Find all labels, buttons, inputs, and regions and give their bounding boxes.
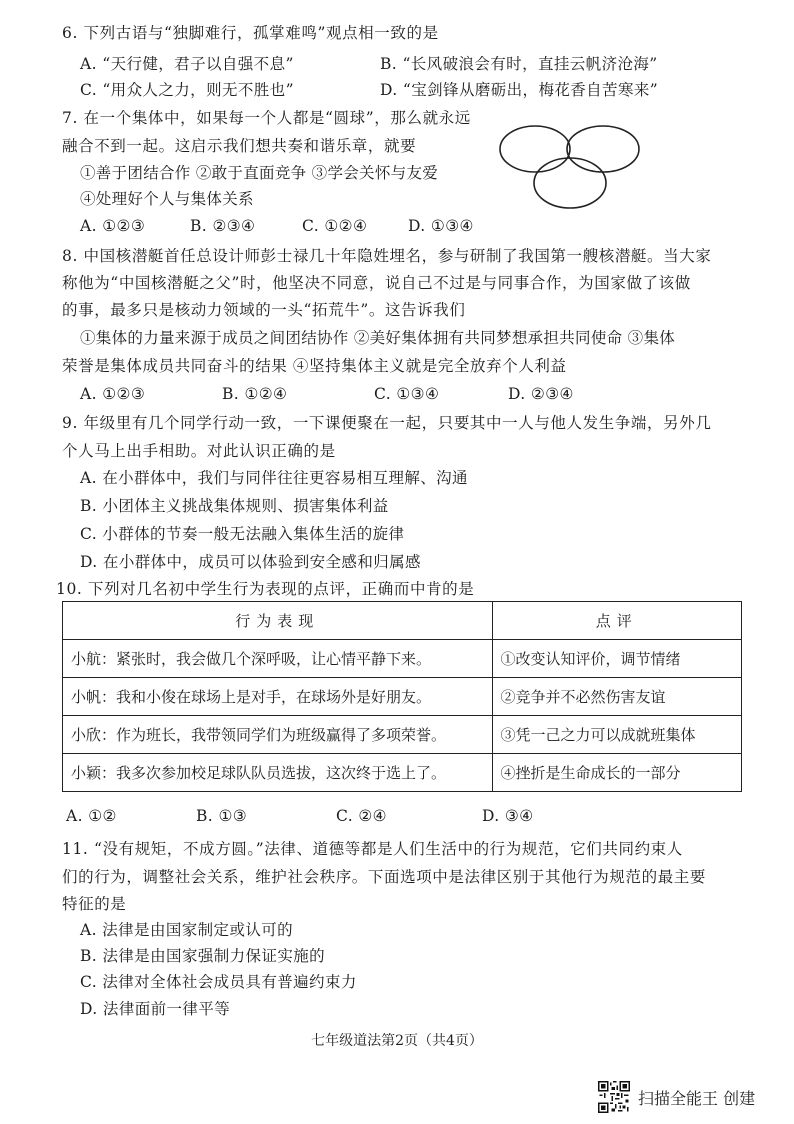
- table-cell-comment: ②竞争并不必然伤害友谊: [492, 678, 742, 716]
- table-row: [63, 754, 742, 792]
- question-7-stem-line-2: 融合不到一起。这启示我们想共奏和谐乐章，就要: [62, 137, 417, 155]
- question-6-option-d: D. “宝剑锋从磨砺出，梅花香自苦寒来”: [380, 81, 659, 99]
- question-7-stem-line-1: 7. 在一个集体中，如果每一个人都是“圆球”，那么就永远: [62, 109, 471, 127]
- behavior-evaluation-table: [62, 601, 742, 792]
- question-9-option-c: C. 小群体的节奏一般无法融入集体生活的旋律: [80, 525, 405, 543]
- question-8-stem-line-2: 称他为“中国核潜艇之父”时，他坚决不同意，说自己不过是与同事合作，为国家做了该做: [62, 274, 691, 292]
- question-11-stem-line-2: 们的行为，调整社会关系，维护社会秩序。下面选项中是法律区别于其他行为规范的最主要: [62, 868, 707, 886]
- question-8-stem-line-3: 的事，最多只是核动力领域的一头“拓荒牛”。这告诉我们: [62, 301, 466, 319]
- question-8-option-b: B. ①②④: [222, 385, 288, 403]
- scanner-watermark: [598, 1081, 755, 1113]
- question-7-option-d: D. ①③④: [408, 217, 474, 235]
- question-7-statements-line-2: ④处理好个人与集体关系: [80, 190, 254, 208]
- table-row: [63, 678, 742, 716]
- question-10-option-b: B. ①③: [196, 807, 248, 825]
- table-header-row: [63, 602, 742, 640]
- question-6-option-c: C. “用众人之力，则无不胜也”: [80, 81, 294, 99]
- table-cell-behavior: 小颖：我多次参加校足球队队员选拔，这次终于选上了。: [63, 754, 493, 792]
- question-6-stem: 6. 下列古语与“独脚难行，孤掌难鸣”观点相一致的是: [62, 24, 439, 42]
- qr-code-icon: [598, 1081, 630, 1113]
- question-6-option-a: A. “天行健，君子以自强不息”: [80, 55, 294, 73]
- question-9-option-a: A. 在小群体中，我们与同伴往往更容易相互理解、沟通: [80, 469, 468, 487]
- question-10-option-d: D. ③④: [482, 807, 534, 825]
- watermark-text: 扫描全能王 创建: [638, 1088, 756, 1108]
- circle-bottom: [534, 158, 606, 208]
- question-7-option-b: B. ②③④: [190, 217, 256, 235]
- question-9-option-d: D. 在小群体中，成员可以体验到安全感和归属感: [80, 553, 421, 571]
- question-11-stem-line-3: 特征的是: [62, 895, 127, 913]
- table-cell-behavior: 小帆：我和小俊在球场上是对手，在球场外是好朋友。: [63, 678, 493, 716]
- question-11-option-d: D. 法律面前一律平等: [80, 1000, 231, 1018]
- question-10-stem: 10. 下列对几名初中学生行为表现的点评，正确而中肯的是: [56, 580, 475, 598]
- question-11-option-b: B. 法律是由国家强制力保证实施的: [80, 947, 326, 965]
- table-cell-behavior: 小航：紧张时，我会做几个深呼吸，让心情平静下来。: [63, 640, 493, 678]
- circle-right: [567, 126, 639, 172]
- question-8-option-c: C. ①③④: [374, 385, 440, 403]
- question-6-option-b: B. “长风破浪会有时，直挂云帆济沧海”: [380, 55, 658, 73]
- question-8-stem-line-1: 8. 中国核潜艇首任总设计师彭士禄几十年隐姓埋名，参与研制了我国第一艘核潜艇。当大家: [62, 247, 712, 265]
- table-row: [63, 716, 742, 754]
- question-9-option-b: B. 小团体主义挑战集体规则、损害集体利益: [80, 497, 389, 515]
- question-11-option-a: A. 法律是由国家制定或认可的: [80, 921, 294, 939]
- question-10-option-c: C. ②④: [336, 807, 387, 825]
- question-9-stem-line-1: 9. 年级里有几个同学行动一致，一下课便聚在一起，只要其中一人与他人发生争端，另外几: [62, 414, 712, 432]
- question-8-option-d: D. ②③④: [508, 385, 574, 403]
- table-row: [63, 640, 742, 678]
- table-cell-comment: ①改变认知评价，调节情绪: [492, 640, 742, 678]
- question-8-statements-line-1: ①集体的力量来源于成员之间团结协作 ②美好集体拥有共同梦想承担共同使命 ③集体: [80, 329, 676, 347]
- page-footer: 七年级道法第2页（共4页）: [311, 1033, 483, 1049]
- question-7-option-c: C. ①②④: [302, 217, 368, 235]
- question-8-statements-line-2: 荣誉是集体成员共同奋斗的结果 ④坚持集体主义就是完全放弃个人利益: [62, 357, 567, 375]
- table-cell-comment: ③凭一己之力可以成就班集体: [492, 716, 742, 754]
- question-11-stem-line-1: 11. “没有规矩，不成方圆。”法律、道德等都是人们生活中的行为规范，它们共同约束人: [62, 840, 683, 858]
- question-7-option-a: A. ①②③: [80, 217, 146, 235]
- table-cell-comment: ④挫折是生命成长的一部分: [492, 754, 742, 792]
- table-cell-behavior: 小欣：作为班长，我带领同学们为班级赢得了多项荣誉。: [63, 716, 493, 754]
- circle-left: [500, 126, 570, 172]
- question-10-option-a: A. ①②: [66, 807, 117, 825]
- question-8-option-a: A. ①②③: [80, 385, 146, 403]
- table-header-comment: 点评: [492, 602, 742, 640]
- three-circles-figure: [495, 117, 650, 217]
- question-7-statements-line-1: ①善于团结合作 ②敢于直面竞争 ③学会关怀与友爱: [80, 164, 439, 182]
- table-header-behavior: 行为表现: [63, 602, 493, 640]
- question-11-option-c: C. 法律对全体社会成员具有普遍约束力: [80, 973, 357, 991]
- question-9-stem-line-2: 个人马上出手相助。对此认识正确的是: [62, 442, 336, 460]
